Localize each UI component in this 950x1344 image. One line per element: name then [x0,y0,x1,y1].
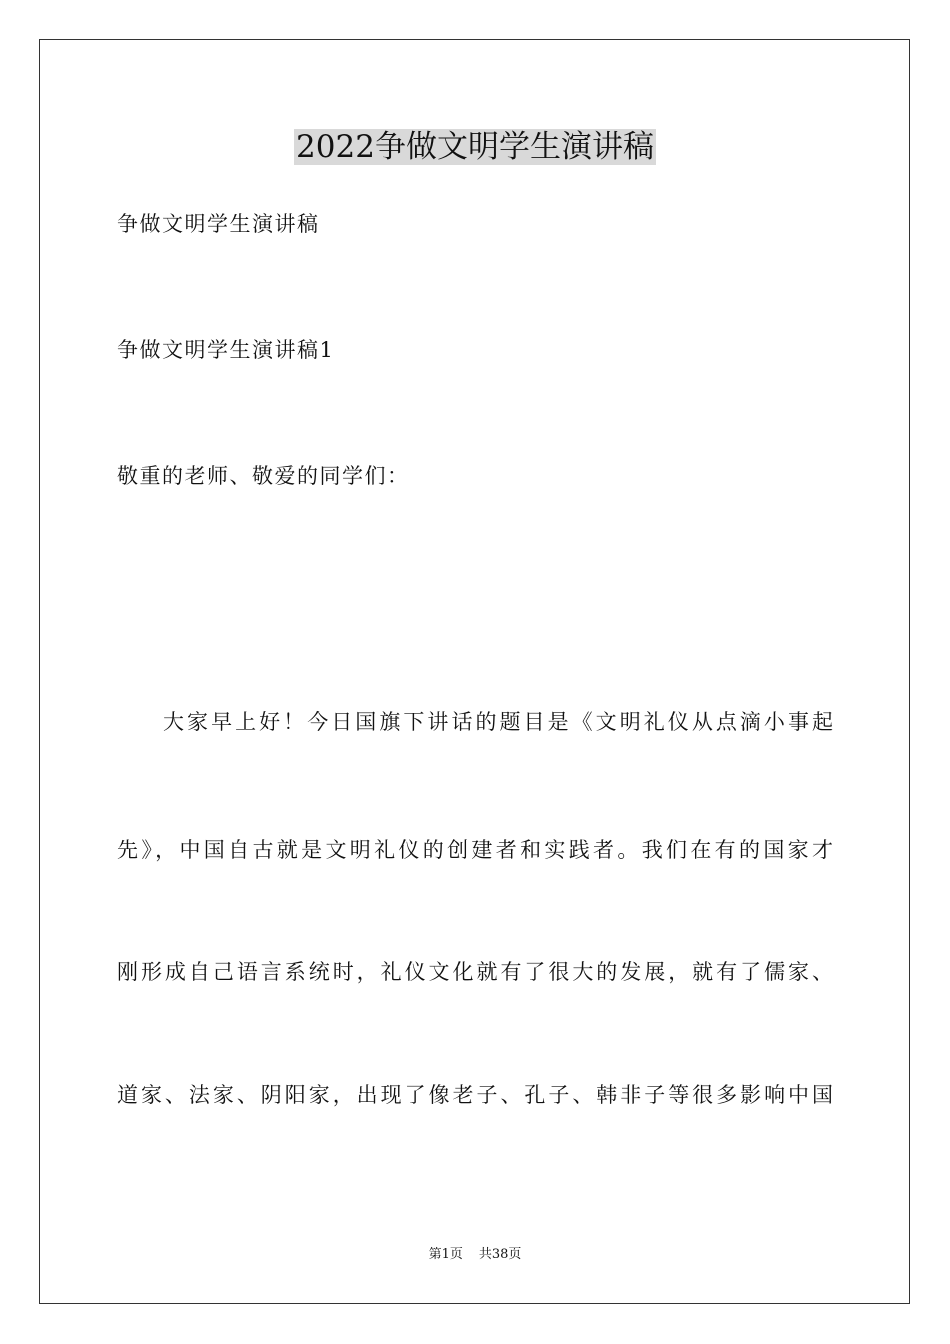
page-footer [0,1246,950,1264]
salutation-line: 敬重的老师、敬爱的同学们： [117,464,410,488]
document-title-text: 2022争做文明学生演讲稿 [296,129,654,165]
page-total: 共38页 [478,1247,522,1262]
paragraph-line: 大家早上好！今日国旗下讲话的题目是《文明礼仪从点滴小事起 [163,710,833,734]
subtitle-line: 争做文明学生演讲稿 [117,212,320,236]
paragraph-line: 刚形成自己语言系统时，礼仪文化就有了很大的发展，就有了儒家、 [117,960,833,984]
paragraph-line: 道家、法家、阴阳家，出现了像老子、孔子、韩非子等很多影响中国 [117,1083,833,1107]
paragraph-line: 先》，中国自古就是文明礼仪的创建者和实践者。我们在有的国家才 [117,838,833,862]
document-title [0,126,950,168]
page-number: 第1页 [428,1247,463,1262]
section-heading: 争做文明学生演讲稿1 [117,338,335,362]
